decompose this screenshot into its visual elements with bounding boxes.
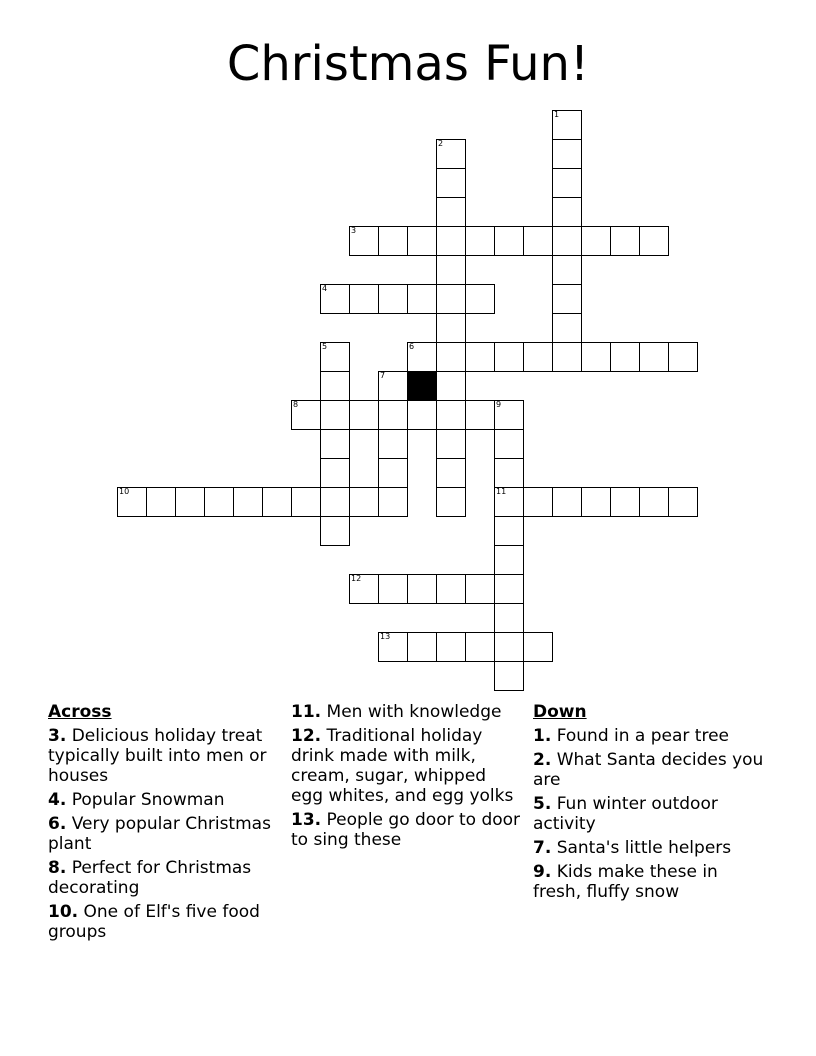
crossword-cell[interactable] [581, 226, 611, 256]
crossword-cell[interactable] [349, 284, 379, 314]
clue-text: Santa's little helpers [556, 838, 732, 858]
crossword-cell[interactable] [175, 487, 205, 517]
clue-text: Popular Snowman [71, 790, 225, 810]
clue [291, 810, 523, 850]
crossword-cell[interactable] [349, 574, 379, 604]
clue-number: 6 [409, 342, 415, 351]
crossword-cell[interactable] [552, 487, 582, 517]
crossword-cell[interactable] [378, 487, 408, 517]
crossword-cell[interactable] [320, 516, 350, 546]
across-clue-list [48, 726, 280, 942]
clue-number: 10 [119, 487, 130, 496]
crossword-cell[interactable] [639, 487, 669, 517]
crossword-cell[interactable] [436, 168, 466, 198]
crossword-cell[interactable] [204, 487, 234, 517]
clue-number: 5 [322, 342, 328, 351]
crossword-cell[interactable] [494, 429, 524, 459]
crossword-cell[interactable] [436, 226, 466, 256]
clue-number-label: 12. [291, 726, 322, 746]
crossword-cell[interactable] [378, 632, 408, 662]
clue-text: Traditional holiday drink made with milk, cream, sugar, whipped egg whites, and egg yolks [291, 726, 514, 806]
crossword-cell[interactable] [378, 371, 408, 401]
clue-number-label: 13. [291, 810, 322, 830]
crossword-cell[interactable] [436, 342, 466, 372]
clue-number: 1 [554, 110, 560, 119]
clue-number-label: 7. [533, 838, 552, 858]
down-clues-column [533, 702, 765, 906]
clue [291, 726, 523, 806]
crossword-cell[interactable] [552, 139, 582, 169]
crossword-cell[interactable] [639, 226, 669, 256]
clue-text: Kids make these in fresh, fluffy snow [533, 862, 718, 902]
crossword-cell[interactable] [465, 574, 495, 604]
crossword-cell[interactable] [523, 632, 553, 662]
clue [533, 750, 765, 790]
clue-number: 8 [293, 400, 299, 409]
puzzle-title: Christmas Fun! [226, 36, 590, 92]
crossword-cell[interactable] [407, 632, 437, 662]
crossword-cell[interactable] [436, 487, 466, 517]
clue-text: Men with knowledge [326, 702, 502, 722]
clue-text: Very popular Christmas plant [48, 814, 271, 854]
crossword-cell[interactable] [552, 255, 582, 285]
clue-text: Found in a pear tree [556, 726, 730, 746]
across-clues-column-continued [291, 702, 523, 854]
clue [533, 838, 765, 858]
clue [533, 794, 765, 834]
clue-number-label: 9. [533, 862, 552, 882]
crossword-cell[interactable] [320, 429, 350, 459]
crossword-cell[interactable] [378, 226, 408, 256]
crossword-cell[interactable] [407, 342, 437, 372]
crossword-cell[interactable] [610, 226, 640, 256]
clue [48, 790, 280, 810]
clue-number-label: 1. [533, 726, 552, 746]
clue-number-label: 2. [533, 750, 552, 770]
clue-number-label: 5. [533, 794, 552, 814]
crossword-cell[interactable] [291, 400, 321, 430]
crossword-cell[interactable] [407, 226, 437, 256]
clue-number-label: 11. [291, 702, 322, 722]
down-clue-list [533, 726, 765, 902]
crossword-cell[interactable] [523, 487, 553, 517]
crossword-cell[interactable] [494, 487, 524, 517]
crossword-cell[interactable] [552, 110, 582, 140]
crossword-cell[interactable] [552, 342, 582, 372]
across-clues-column [48, 702, 280, 946]
crossword-cell[interactable] [436, 284, 466, 314]
across-clue-list-continued [291, 702, 523, 850]
crossword-cell[interactable] [407, 400, 437, 430]
clue-number: 2 [438, 139, 444, 148]
crossword-cell[interactable] [668, 342, 698, 372]
crossword-cell[interactable] [407, 284, 437, 314]
crossword-cell[interactable] [465, 632, 495, 662]
clue [48, 814, 280, 854]
clue-number: 13 [380, 632, 391, 641]
black-square [407, 371, 437, 401]
crossword-cell[interactable] [436, 400, 466, 430]
crossword-cell[interactable] [465, 284, 495, 314]
clue-number: 11 [496, 487, 507, 496]
crossword-cell[interactable] [494, 661, 524, 691]
clue-text: Delicious holiday treat typically built into men or houses [48, 726, 267, 786]
crossword-cell[interactable] [494, 603, 524, 633]
clue-number-label: 6. [48, 814, 67, 834]
clue-number-label: 3. [48, 726, 67, 746]
crossword-cell[interactable] [378, 458, 408, 488]
clue-text: One of Elf's five food groups [48, 902, 260, 942]
clue-number-label: 10. [48, 902, 79, 922]
crossword-cell[interactable] [494, 545, 524, 575]
crossword-cell[interactable] [494, 516, 524, 546]
crossword-cell[interactable] [465, 342, 495, 372]
clue-text: Perfect for Christmas decorating [48, 858, 252, 898]
clue-number: 9 [496, 400, 502, 409]
crossword-cell[interactable] [378, 574, 408, 604]
clue-number-label: 4. [48, 790, 67, 810]
crossword-cell[interactable] [523, 342, 553, 372]
crossword-cell[interactable] [581, 487, 611, 517]
crossword-cell[interactable] [407, 574, 437, 604]
clue-text: People go door to door to sing these [291, 810, 521, 850]
crossword-cell[interactable] [320, 284, 350, 314]
across-heading: Across [48, 702, 112, 722]
crossword-cell[interactable] [494, 226, 524, 256]
crossword-cell[interactable] [436, 313, 466, 343]
clue [533, 726, 765, 746]
crossword-cell[interactable] [610, 487, 640, 517]
crossword-cell[interactable] [494, 574, 524, 604]
crossword-cell[interactable] [378, 429, 408, 459]
crossword-cell[interactable] [668, 487, 698, 517]
clue-text: Fun winter outdoor activity [533, 794, 718, 834]
crossword-cell[interactable] [349, 226, 379, 256]
crossword-cell[interactable] [378, 400, 408, 430]
crossword-cell[interactable] [320, 458, 350, 488]
clue [48, 902, 280, 942]
crossword-cell[interactable] [494, 632, 524, 662]
crossword-cell[interactable] [436, 139, 466, 169]
crossword-cell[interactable] [146, 487, 176, 517]
crossword-cell[interactable] [465, 226, 495, 256]
crossword-cell[interactable] [349, 487, 379, 517]
clue-number: 3 [351, 226, 357, 235]
clue-number: 7 [380, 371, 386, 380]
crossword-cell[interactable] [233, 487, 263, 517]
crossword-cell[interactable] [349, 400, 379, 430]
crossword-cell[interactable] [465, 400, 495, 430]
crossword-cell[interactable] [436, 197, 466, 227]
clue [48, 858, 280, 898]
down-heading: Down [533, 702, 587, 722]
crossword-cell[interactable] [552, 168, 582, 198]
crossword-cell[interactable] [552, 226, 582, 256]
crossword-cell[interactable] [581, 342, 611, 372]
crossword-cell[interactable] [494, 400, 524, 430]
crossword-cell[interactable] [378, 284, 408, 314]
clue [291, 702, 523, 722]
clue [48, 726, 280, 786]
crossword-cell[interactable] [291, 487, 321, 517]
crossword-cell[interactable] [552, 197, 582, 227]
crossword-cell[interactable] [494, 458, 524, 488]
crossword-cell[interactable] [552, 284, 582, 314]
crossword-cell[interactable] [320, 487, 350, 517]
crossword-cell[interactable] [436, 458, 466, 488]
crossword-cell[interactable] [320, 400, 350, 430]
clue [533, 862, 765, 902]
clue-number-label: 8. [48, 858, 67, 878]
crossword-cell[interactable] [639, 342, 669, 372]
crossword-cell[interactable] [436, 574, 466, 604]
crossword-cell[interactable] [494, 342, 524, 372]
crossword-cell[interactable] [436, 632, 466, 662]
crossword-cell[interactable] [552, 313, 582, 343]
clue-number: 4 [322, 284, 328, 293]
crossword-cell[interactable] [320, 342, 350, 372]
clue-text: What Santa decides you are [533, 750, 764, 790]
crossword-cell[interactable] [610, 342, 640, 372]
crossword-cell[interactable] [320, 371, 350, 401]
crossword-cell[interactable] [117, 487, 147, 517]
clue-number: 12 [351, 574, 362, 583]
crossword-cell[interactable] [436, 429, 466, 459]
crossword-cell[interactable] [436, 255, 466, 285]
crossword-cell[interactable] [262, 487, 292, 517]
crossword-cell[interactable] [436, 371, 466, 401]
crossword-cell[interactable] [523, 226, 553, 256]
